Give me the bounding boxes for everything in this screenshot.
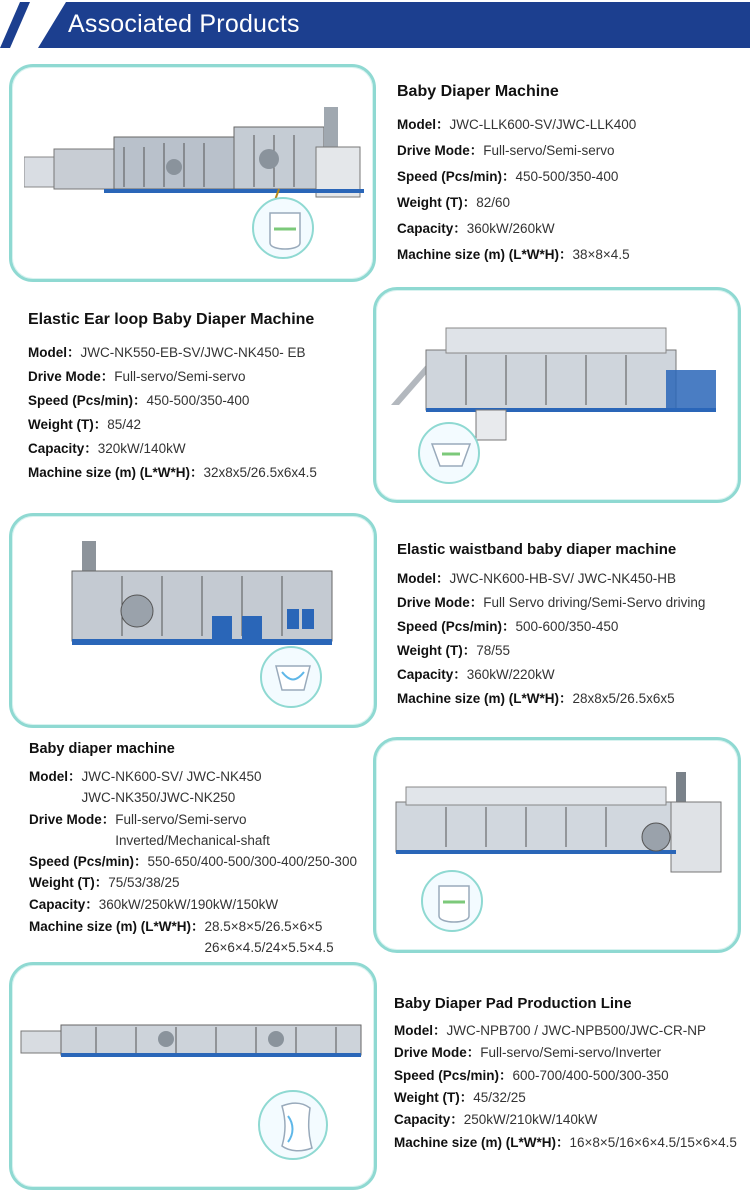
spec-separator: ：: [450, 1112, 464, 1127]
spec-label: Speed (Pcs/min): [394, 1068, 500, 1083]
spec-row: [397, 118, 636, 132]
spec-value: 82/60: [476, 195, 511, 210]
spec-separator: ：: [559, 691, 573, 706]
spec-row: [29, 876, 180, 890]
spec-value: 320kW/140kW: [97, 441, 186, 456]
spec-value: JWC-NK550-EB-SV/JWC-NK450- EB: [80, 345, 306, 360]
spec-row: [29, 920, 322, 934]
spec-value-continued: JWC-NK350/JWC-NK250: [81, 790, 236, 805]
spec-label: Model: [394, 1023, 433, 1038]
spec-label: Model: [28, 345, 67, 360]
spec-value: 360kW/220kW: [466, 667, 555, 682]
diaper-icon: [260, 646, 322, 708]
spec-row: [394, 1024, 706, 1038]
spec-separator: ：: [556, 1135, 570, 1150]
spec-separator: ：: [502, 619, 516, 634]
spec-label: Capacity: [28, 441, 85, 456]
spec-row: [397, 222, 555, 236]
product-spec: [29, 742, 369, 957]
spec-label: Capacity: [394, 1112, 451, 1127]
spec-row: [394, 1091, 526, 1105]
spec-separator: ：: [453, 667, 467, 682]
spec-value: Full-servo/Semi-servo: [114, 369, 246, 384]
spec-value: Full-servo/Semi-servo/Inverter: [480, 1045, 662, 1060]
spec-label: Weight (T): [394, 1090, 460, 1105]
spec-separator: ：: [462, 643, 477, 658]
spec-label: Weight (T): [29, 875, 95, 890]
spec-label: Weight (T): [28, 417, 94, 432]
spec-separator: ：: [502, 169, 516, 184]
spec-label: Machine size (m) (L*W*H): [28, 465, 191, 480]
spec-label: Drive Mode: [397, 595, 470, 610]
machine-image: [24, 97, 369, 237]
spec-separator: ：: [436, 571, 450, 586]
spec-value: 45/32/25: [473, 1090, 526, 1105]
spec-row: [28, 466, 317, 480]
spec-value: Full Servo driving/Semi-Servo driving: [483, 595, 706, 610]
spec-separator: ：: [466, 1045, 481, 1060]
spec-row: [397, 572, 676, 586]
spec-row: [28, 394, 249, 408]
spec-value: Full-servo/Semi-servo: [483, 143, 615, 158]
header-accent: [0, 2, 30, 48]
spec-row: [397, 196, 510, 210]
spec-separator: ：: [93, 417, 108, 432]
diaper-pad-icon: [258, 1090, 328, 1160]
diaper-icon: [418, 422, 480, 484]
machine-image: [16, 1003, 376, 1073]
spec-separator: ：: [499, 1068, 513, 1083]
product-image-card: [373, 737, 741, 953]
spec-label: Capacity: [29, 897, 86, 912]
spec-label: Drive Mode: [397, 143, 470, 158]
spec-value: 250kW/210kW/140kW: [463, 1112, 598, 1127]
spec-row: [29, 813, 247, 827]
spec-row: [397, 668, 555, 682]
spec-separator: ：: [67, 345, 81, 360]
spec-value: 450-500/350-400: [146, 393, 250, 408]
spec-row: [28, 418, 141, 432]
spec-row: [397, 596, 705, 610]
diaper-pants-icon: [421, 870, 483, 932]
spec-separator: ：: [459, 1090, 474, 1105]
spec-value: 600-700/400-500/300-350: [512, 1068, 669, 1083]
spec-value: 85/42: [107, 417, 142, 432]
spec-label: Speed (Pcs/min): [29, 854, 135, 869]
spec-value: 32x8x5/26.5x6x4.5: [203, 465, 317, 480]
spec-value: 360kW/260kW: [466, 221, 555, 236]
product-title: Baby Diaper Machine: [397, 83, 559, 100]
spec-value: 78/55: [476, 643, 511, 658]
spec-label: Machine size (m) (L*W*H): [29, 919, 192, 934]
spec-value: JWC-NPB700 / JWC-NPB500/JWC-CR-NP: [446, 1023, 707, 1038]
spec-label: Drive Mode: [394, 1045, 467, 1060]
spec-row: [397, 644, 510, 658]
spec-value-continued: Inverted/Mechanical-shaft: [115, 833, 270, 848]
spec-label: Drive Mode: [29, 812, 102, 827]
spec-label: Weight (T): [397, 643, 463, 658]
spec-value: 75/53/38/25: [108, 875, 180, 890]
spec-label: Drive Mode: [28, 369, 101, 384]
spec-label: Speed (Pcs/min): [28, 393, 134, 408]
spec-separator: ：: [559, 247, 573, 262]
spec-separator: ：: [190, 465, 204, 480]
product-spec: [394, 996, 744, 1161]
spec-separator: ：: [469, 595, 484, 610]
spec-separator: ：: [94, 875, 109, 890]
spec-label: Model: [397, 117, 436, 132]
spec-separator: ：: [462, 195, 477, 210]
spec-label: Model: [29, 769, 68, 784]
spec-label: Machine size (m) (L*W*H): [397, 247, 560, 262]
spec-row: [397, 692, 675, 706]
spec-value: 28x8x5/26.5x6x5: [572, 691, 675, 706]
spec-value: Full-servo/Semi-servo: [115, 812, 247, 827]
spec-row: [397, 248, 630, 262]
product-title: Elastic waistband baby diaper machine: [397, 541, 677, 558]
spec-row: [29, 770, 262, 784]
spec-label: Machine size (m) (L*W*H): [394, 1135, 557, 1150]
spec-label: Capacity: [397, 221, 454, 236]
product-title: Elastic Ear loop Baby Diaper Machine: [28, 311, 315, 328]
spec-row: [394, 1136, 737, 1150]
section-header: [0, 0, 750, 50]
product-title: Baby diaper machine: [29, 741, 175, 757]
spec-value: 38×8×4.5: [572, 247, 630, 262]
spec-row: [394, 1046, 661, 1060]
spec-value: JWC-NK600-SV/ JWC-NK450: [81, 769, 262, 784]
spec-separator: ：: [85, 897, 99, 912]
product-image-card: [373, 287, 741, 503]
spec-row: [397, 620, 618, 634]
product-title: Baby Diaper Pad Production Line: [394, 995, 632, 1012]
spec-separator: ：: [191, 919, 205, 934]
spec-value: JWC-NK600-HB-SV/ JWC-NK450-HB: [449, 571, 677, 586]
spec-separator: ：: [68, 769, 82, 784]
spec-row: [28, 370, 246, 384]
spec-row: [28, 442, 186, 456]
product-image-card: [9, 513, 377, 728]
spec-row: [394, 1069, 669, 1083]
spec-separator: ：: [134, 854, 148, 869]
spec-value: 28.5×8×5/26.5×6×5: [204, 919, 323, 934]
spec-row: [394, 1113, 597, 1127]
spec-value-continued: 26×6×4.5/24×5.5×4.5: [204, 940, 334, 955]
spec-separator: ：: [453, 221, 467, 236]
spec-label: Weight (T): [397, 195, 463, 210]
spec-label: Speed (Pcs/min): [397, 169, 503, 184]
product-spec: [397, 84, 742, 264]
diaper-pants-icon: [252, 197, 314, 259]
spec-separator: ：: [100, 369, 115, 384]
spec-row: [397, 144, 615, 158]
spec-separator: ：: [133, 393, 147, 408]
product-image-card: [9, 962, 377, 1190]
spec-value: 450-500/350-400: [515, 169, 619, 184]
spec-label: Speed (Pcs/min): [397, 619, 503, 634]
spec-value: JWC-LLK600-SV/JWC-LLK400: [449, 117, 637, 132]
spec-separator: ：: [469, 143, 484, 158]
section-title: Associated Products: [68, 10, 300, 38]
spec-row: [28, 346, 306, 360]
spec-value: 500-600/350-450: [515, 619, 619, 634]
spec-label: Machine size (m) (L*W*H): [397, 691, 560, 706]
spec-separator: ：: [84, 441, 98, 456]
spec-label: Capacity: [397, 667, 454, 682]
spec-separator: ：: [436, 117, 450, 132]
spec-row: [29, 855, 357, 869]
product-spec: [397, 542, 742, 707]
spec-separator: ：: [101, 812, 116, 827]
spec-value: 360kW/250kW/190kW/150kW: [98, 897, 279, 912]
spec-separator: ：: [433, 1023, 447, 1038]
spec-value: 550-650/400-500/300-400/250-300: [147, 854, 357, 869]
product-image-card: [9, 64, 376, 282]
product-spec: [28, 312, 368, 492]
spec-value: 16×8×5/16×6×4.5/15×6×4.5: [569, 1135, 737, 1150]
spec-label: Model: [397, 571, 436, 586]
spec-row: [397, 170, 618, 184]
spec-row: [29, 898, 278, 912]
